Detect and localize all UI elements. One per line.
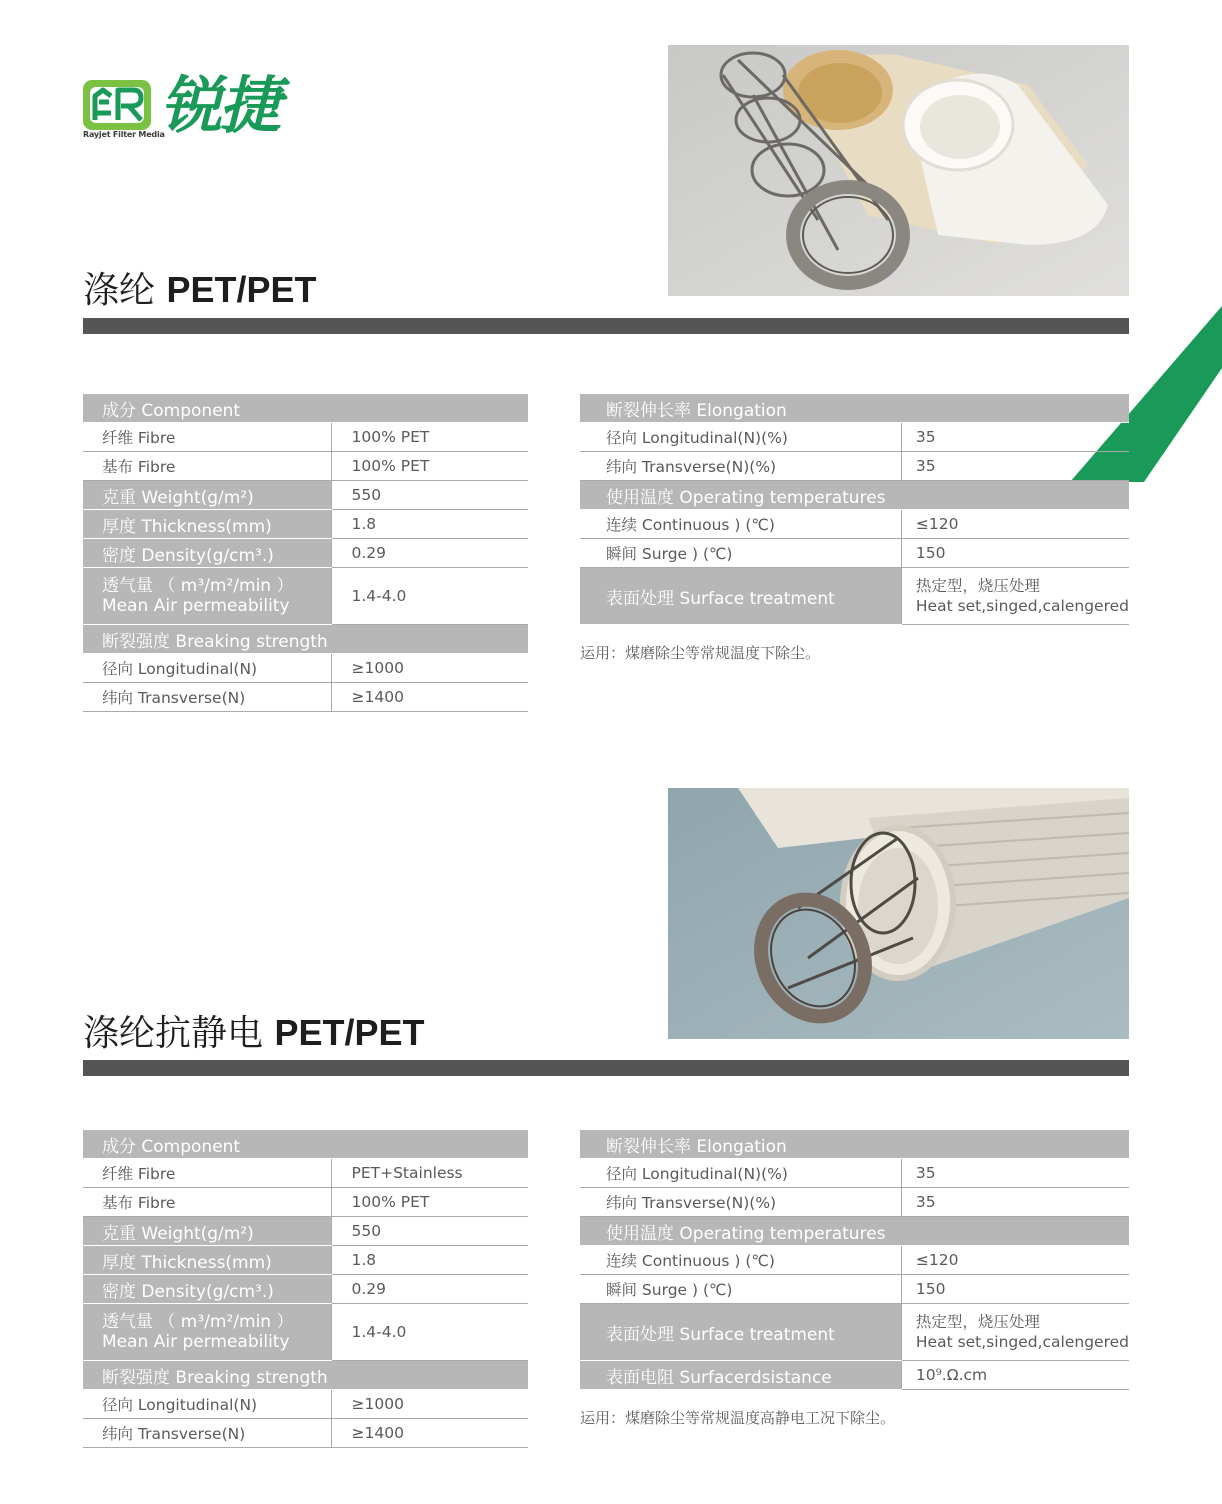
weight-value: 550 (331, 1217, 528, 1246)
weight-value: 550 (331, 481, 528, 510)
component-header: 成分 Component (83, 1130, 528, 1159)
transverse-label: 纬向 Transverse(N) (83, 683, 331, 712)
section-2-title: 涤纶抗静电 PET/PET (83, 1012, 425, 1054)
continuous-value: ≤120 (901, 510, 1129, 539)
transverse-value: ≥1400 (331, 1419, 528, 1448)
longitudinal-label: 径向 Longitudinal(N) (83, 654, 331, 683)
section-1-spec-table (83, 394, 528, 712)
surface-label: 表面处理 Surface treatment (580, 1304, 901, 1361)
transverse-label: 纬向 Transverse(N) (83, 1419, 331, 1448)
rayjet-logo-icon (83, 80, 151, 130)
section-1-divider (83, 318, 1129, 334)
brand-name-en: Rayjet Filter Media (83, 130, 165, 139)
thickness-label: 厚度 Thickness(mm) (83, 1246, 331, 1275)
surge-value: 150 (901, 1275, 1129, 1304)
density-label: 密度 Density(g/cm³.) (83, 539, 331, 568)
transverse-value: ≥1400 (331, 683, 528, 712)
surge-label: 瞬间 Surge ) (℃) (580, 539, 901, 568)
base-label: 基布 Fibre (83, 452, 331, 481)
longitudinal-value: ≥1000 (331, 654, 528, 683)
elong-trans-value: 35 (901, 452, 1129, 481)
surface-label: 表面处理 Surface treatment (580, 568, 901, 625)
elong-long-label: 径向 Longitudinal(N)(%) (580, 1159, 901, 1188)
fibre-value: PET+Stainless (331, 1159, 528, 1188)
brand-name-cn: 锐捷 (160, 69, 279, 142)
surge-label: 瞬间 Surge ) (℃) (580, 1275, 901, 1304)
fibre-label: 纤维 Fibre (83, 423, 331, 452)
continuous-label: 连续 Continuous ) (℃) (580, 510, 901, 539)
filter-bags-photo (668, 45, 1129, 296)
permeability-label: 透气量 （ m³/m²/min ） Mean Air permeability (83, 1304, 331, 1361)
elong-long-value: 35 (901, 1159, 1129, 1188)
density-label: 密度 Density(g/cm³.) (83, 1275, 331, 1304)
fibre-label: 纤维 Fibre (83, 1159, 331, 1188)
resistance-label: 表面电阻 Surfacerdsistance (580, 1361, 901, 1390)
density-value: 0.29 (331, 1275, 528, 1304)
breaking-header: 断裂强度 Breaking strength (83, 1361, 528, 1390)
base-value: 100% PET (331, 452, 528, 481)
weight-label: 克重 Weight(g/m²) (83, 481, 331, 510)
thickness-label: 厚度 Thickness(mm) (83, 510, 331, 539)
antistatic-filter-bag-photo (668, 788, 1129, 1039)
section-2-application-note: 运用：煤磨除尘等常规温度高静电工况下除尘。 (580, 1409, 896, 1427)
surge-value: 150 (901, 539, 1129, 568)
section-2-divider (83, 1060, 1129, 1076)
section-1-title: 涤纶 PET/PET (83, 269, 317, 311)
section-2-elongation-table (580, 1130, 1129, 1390)
fibre-value: 100% PET (331, 423, 528, 452)
component-header: 成分 Component (83, 394, 528, 423)
thickness-value: 1.8 (331, 1246, 528, 1275)
permeability-value: 1.4-4.0 (331, 1304, 528, 1361)
continuous-label: 连续 Continuous ) (℃) (580, 1246, 901, 1275)
elong-trans-value: 35 (901, 1188, 1129, 1217)
surface-value: 热定型，烧压处理 Heat set,singed,calengered (901, 1304, 1129, 1361)
thickness-value: 1.8 (331, 510, 528, 539)
section-1-elongation-table (580, 394, 1129, 625)
elong-trans-label: 纬向 Transverse(N)(%) (580, 1188, 901, 1217)
base-label: 基布 Fibre (83, 1188, 331, 1217)
elong-trans-label: 纬向 Transverse(N)(%) (580, 452, 901, 481)
temperature-header: 使用温度 Operating temperatures (580, 1217, 1129, 1246)
temperature-header: 使用温度 Operating temperatures (580, 481, 1129, 510)
permeability-value: 1.4-4.0 (331, 568, 528, 625)
surface-value: 热定型，烧压处理 Heat set,singed,calengered (901, 568, 1129, 625)
base-value: 100% PET (331, 1188, 528, 1217)
permeability-label: 透气量 （ m³/m²/min ） Mean Air permeability (83, 568, 331, 625)
elong-long-label: 径向 Longitudinal(N)(%) (580, 423, 901, 452)
section-1-application-note: 运用：煤磨除尘等常规温度下除尘。 (580, 644, 821, 662)
section-2-spec-table (83, 1130, 528, 1448)
elong-long-value: 35 (901, 423, 1129, 452)
elongation-header: 断裂伸长率 Elongation (580, 1130, 1129, 1159)
longitudinal-value: ≥1000 (331, 1390, 528, 1419)
density-value: 0.29 (331, 539, 528, 568)
breaking-header: 断裂强度 Breaking strength (83, 625, 528, 654)
weight-label: 克重 Weight(g/m²) (83, 1217, 331, 1246)
elongation-header: 断裂伸长率 Elongation (580, 394, 1129, 423)
longitudinal-label: 径向 Longitudinal(N) (83, 1390, 331, 1419)
continuous-value: ≤120 (901, 1246, 1129, 1275)
resistance-value: 10⁹.Ω.cm (901, 1361, 1129, 1390)
